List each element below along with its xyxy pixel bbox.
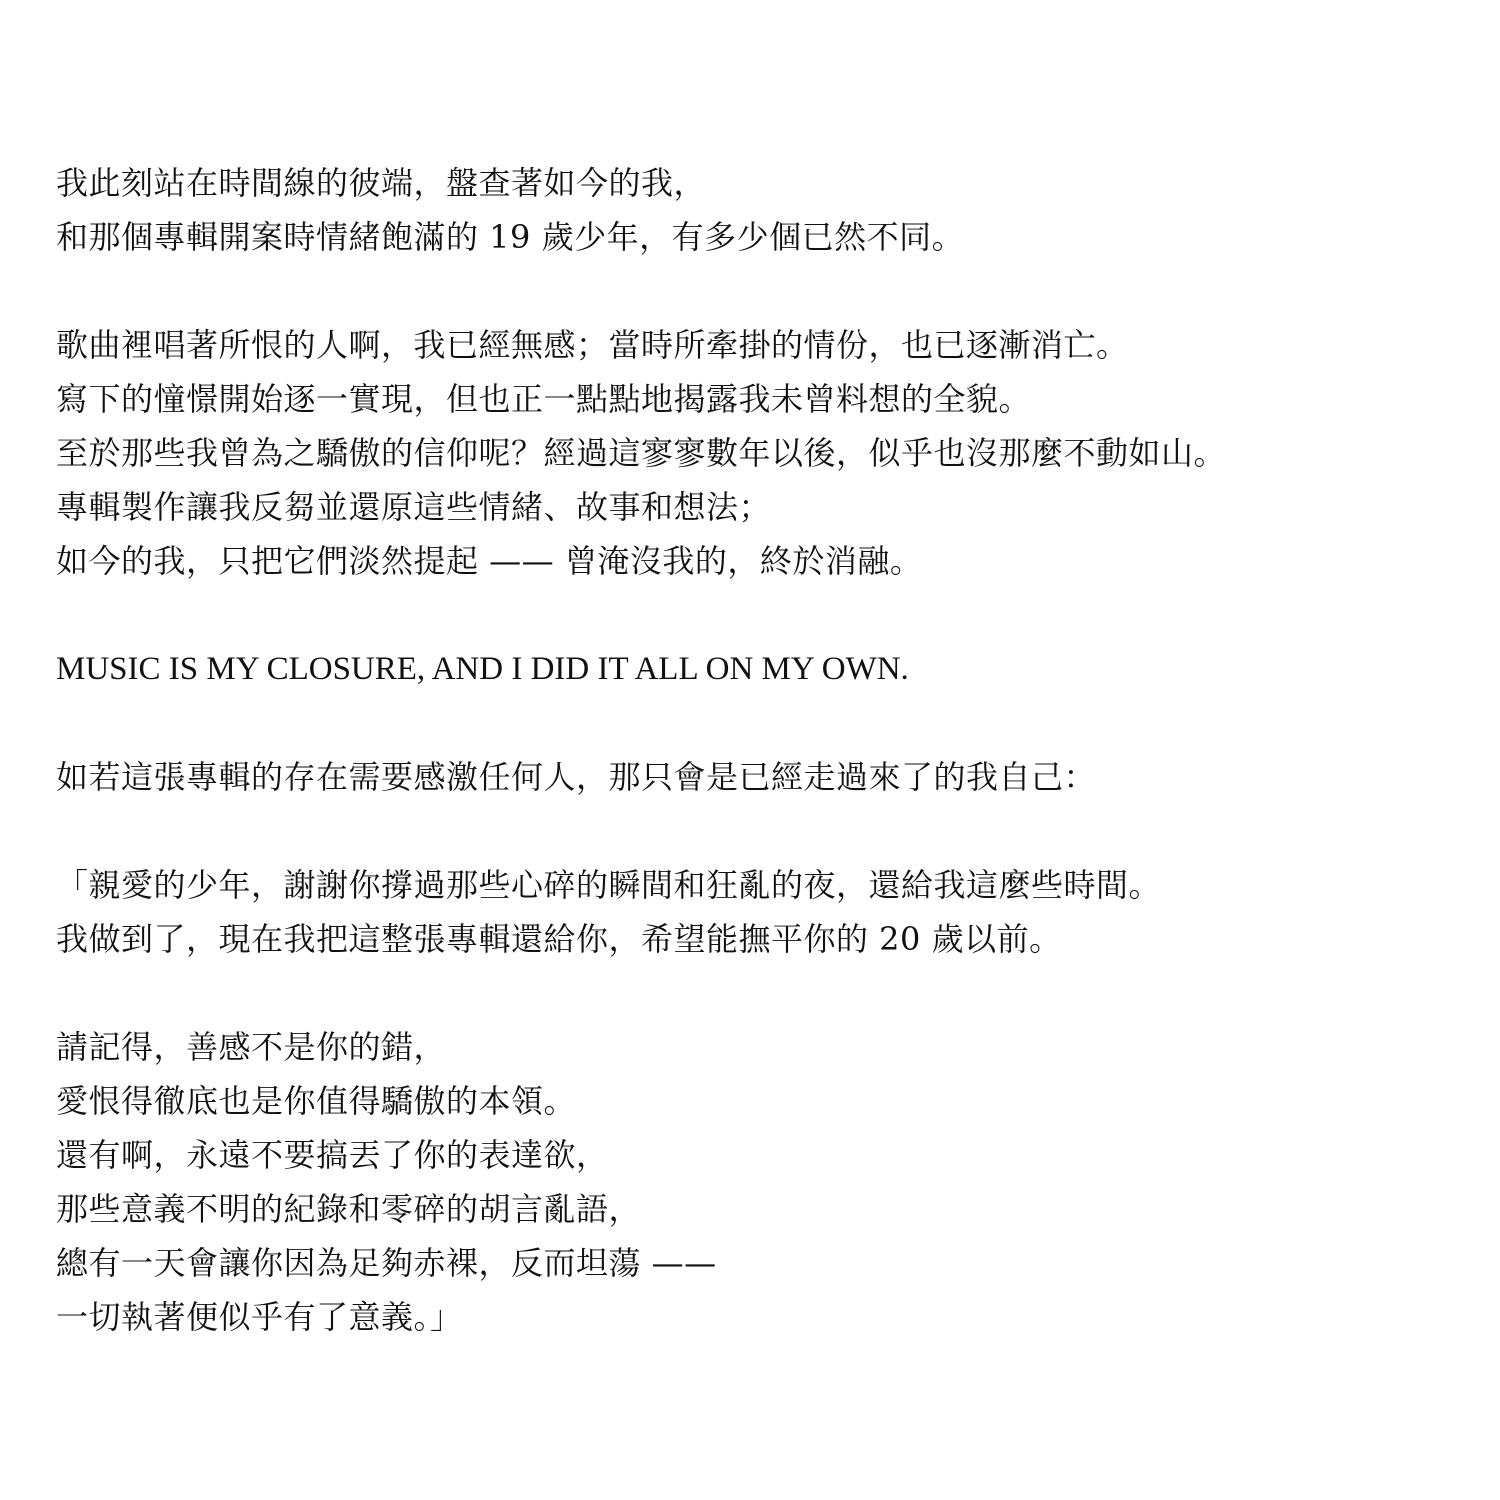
text-line: 一切執著便似乎有了意義。」: [56, 1298, 463, 1336]
paragraph-spacer: [56, 966, 1456, 1020]
paragraph-4: [56, 858, 1456, 966]
paragraph-2: [56, 318, 1456, 588]
text-line: 至於那些我曾為之驕傲的信仰呢？經過這寥寥數年以後，似乎也沒那麼不動如山。: [56, 434, 1227, 472]
paragraph-spacer: [56, 804, 1456, 858]
text-line: 我做到了，現在我把這整張專輯還給你，希望能撫平你的 20 歲以前。: [56, 920, 1062, 958]
text-line: 如今的我，只把它們淡然提起 —— 曾淹沒我的，終於消融。: [56, 542, 923, 580]
text-line: 那些意義不明的紀錄和零碎的胡言亂語，: [56, 1190, 642, 1228]
text-line: 我此刻站在時間線的彼端，盤查著如今的我，: [56, 164, 707, 202]
text-line: 愛恨得徹底也是你值得驕傲的本領。: [56, 1082, 577, 1120]
text-line: 歌曲裡唱著所恨的人啊，我已經無感；當時所牽掛的情份，也已逐漸消亡。: [56, 326, 1129, 364]
paragraph-spacer: [56, 696, 1456, 750]
paragraph-3: [56, 750, 1456, 804]
text-line: 「親愛的少年，謝謝你撐過那些心碎的瞬間和狂亂的夜，還給我這麼些時間。: [56, 866, 1162, 904]
statement: [56, 642, 1456, 696]
text-line: 還有啊，永遠不要搞丟了你的表達欲，: [56, 1136, 609, 1174]
text-line: 寫下的憧憬開始逐一實現，但也正一點點地揭露我未曾料想的全貌。: [56, 380, 1032, 418]
paragraph-spacer: [56, 588, 1456, 642]
letter-text: [56, 156, 1456, 1344]
text-line: 和那個專輯開案時情緒飽滿的 19 歲少年，有多少個已然不同。: [56, 218, 965, 256]
text-line: 專輯製作讓我反芻並還原這些情緒、故事和想法；: [56, 488, 772, 526]
text-line: 請記得，善感不是你的錯，: [56, 1028, 447, 1066]
text-line: 總有一天會讓你因為足夠赤裸，反而坦蕩 ——: [56, 1244, 717, 1282]
statement-line: MUSIC IS MY CLOSURE, AND I DID IT ALL ON MY OWN.: [56, 651, 909, 687]
paragraph-1: [56, 156, 1456, 264]
text-line: 如若這張專輯的存在需要感激任何人，那只會是已經走過來了的我自己：: [56, 758, 1097, 796]
paragraph-spacer: [56, 264, 1456, 318]
paragraph-5: [56, 1020, 1456, 1344]
